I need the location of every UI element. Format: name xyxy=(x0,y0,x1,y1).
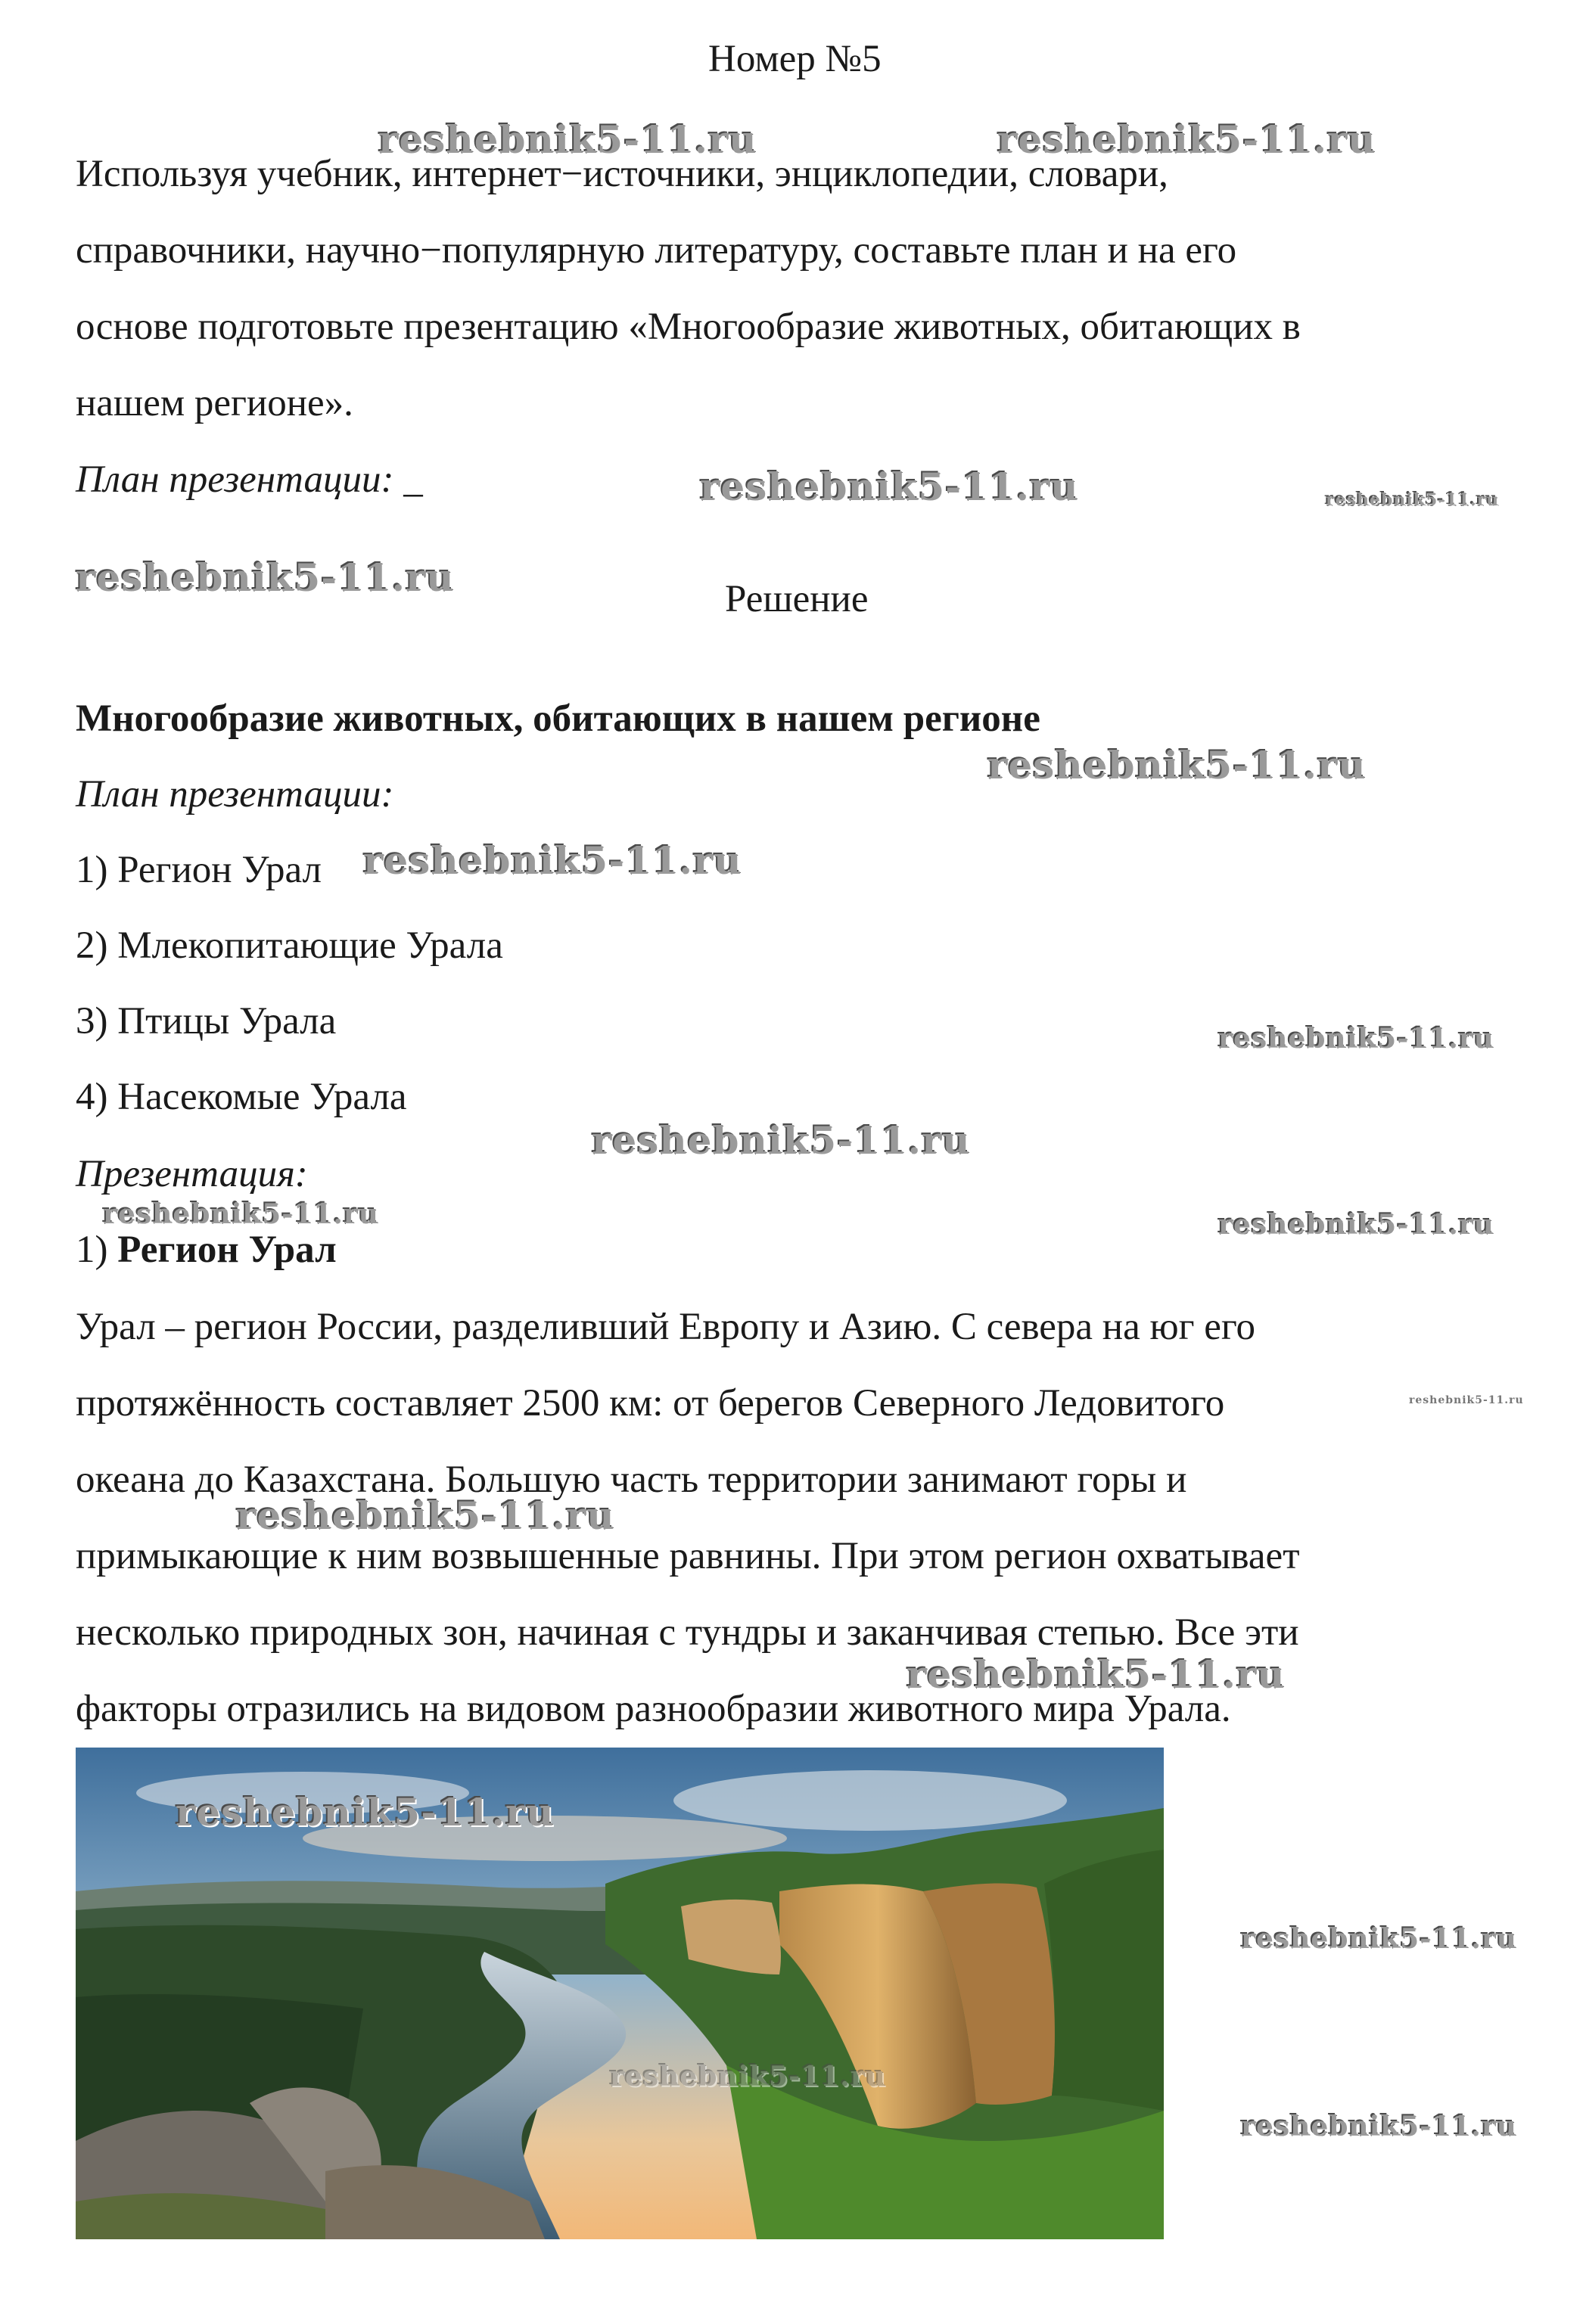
paragraph-line: несколько природных зон, начиная с тундры и заканчивая степью. Все эти xyxy=(76,1611,1299,1654)
solution-plan-label: План презентации: xyxy=(76,773,394,816)
watermark-text: reshebnik5-11.ru xyxy=(1326,490,1500,510)
section-number: 1) xyxy=(76,1229,118,1271)
solution-title: Решение xyxy=(725,578,869,620)
paragraph-line: океана до Казахстана. Большую часть территории занимают горы и xyxy=(76,1459,1187,1501)
paragraph-line: протяжённость составляет 2500 км: от берегов Северного Ледовитого xyxy=(76,1382,1225,1425)
task-line: нашем регионе». xyxy=(76,382,353,424)
task-line: Используя учебник, интернет−источники, энциклопедии, словари, xyxy=(76,153,1168,195)
paragraph-line: факторы отразились на видовом разнообразии животного мира Урала. xyxy=(76,1688,1231,1730)
task-plan-label: План презентации: _ xyxy=(76,458,423,501)
page-number-title: Номер №5 xyxy=(708,38,882,80)
watermark-text: reshebnik5-11.ru xyxy=(236,1493,615,1538)
watermark-text: reshebnik5-11.ru xyxy=(592,1118,971,1163)
watermark-text: reshebnik5-11.ru xyxy=(1218,1209,1494,1241)
watermark-text: reshebnik5-11.ru xyxy=(987,743,1367,788)
watermark-text: reshebnik5-11.ru xyxy=(700,464,1079,509)
section-title: Регион Урал xyxy=(117,1229,337,1271)
watermark-text: reshebnik5-11.ru xyxy=(378,117,757,162)
plan-item: 1) Регион Урал xyxy=(76,849,322,891)
plan-item: 4) Насекомые Урала xyxy=(76,1076,407,1118)
watermark-text: reshebnik5-11.ru xyxy=(1409,1394,1524,1406)
watermark-text: reshebnik5-11.ru xyxy=(363,838,742,883)
presentation-label: Презентация: xyxy=(76,1153,308,1195)
plan-item: 2) Млекопитающие Урала xyxy=(76,924,503,967)
watermark-text: reshebnik5-11.ru xyxy=(907,1652,1286,1697)
paragraph-line: примыкающие к ним возвышенные равнины. При этом регион охватывает xyxy=(76,1535,1300,1577)
task-line: справочники, научно−популярную литературу, составьте план и на его xyxy=(76,229,1237,272)
watermark-text: reshebnik5-11.ru xyxy=(76,555,455,600)
watermark-text: reshebnik5-11.ru xyxy=(1241,1923,1517,1955)
watermark-text: reshebnik5-11.ru xyxy=(610,2061,886,2093)
task-line: основе подготовьте презентацию «Многообразие животных, обитающих в xyxy=(76,306,1301,348)
section-heading xyxy=(76,1227,337,1272)
solution-heading: Многообразие животных, обитающих в нашем регионе xyxy=(76,698,1040,740)
watermark-text: reshebnik5-11.ru xyxy=(997,117,1376,162)
watermark-text: reshebnik5-11.ru xyxy=(1218,1023,1494,1055)
watermark-text: reshebnik5-11.ru xyxy=(176,1790,555,1835)
plan-item: 3) Птицы Урала xyxy=(76,1000,337,1042)
watermark-text: reshebnik5-11.ru xyxy=(103,1198,379,1230)
watermark-text: reshebnik5-11.ru xyxy=(1241,2111,1517,2142)
paragraph-line: Урал – регион России, разделивший Европу и Азию. С севера на юг его xyxy=(76,1306,1256,1348)
